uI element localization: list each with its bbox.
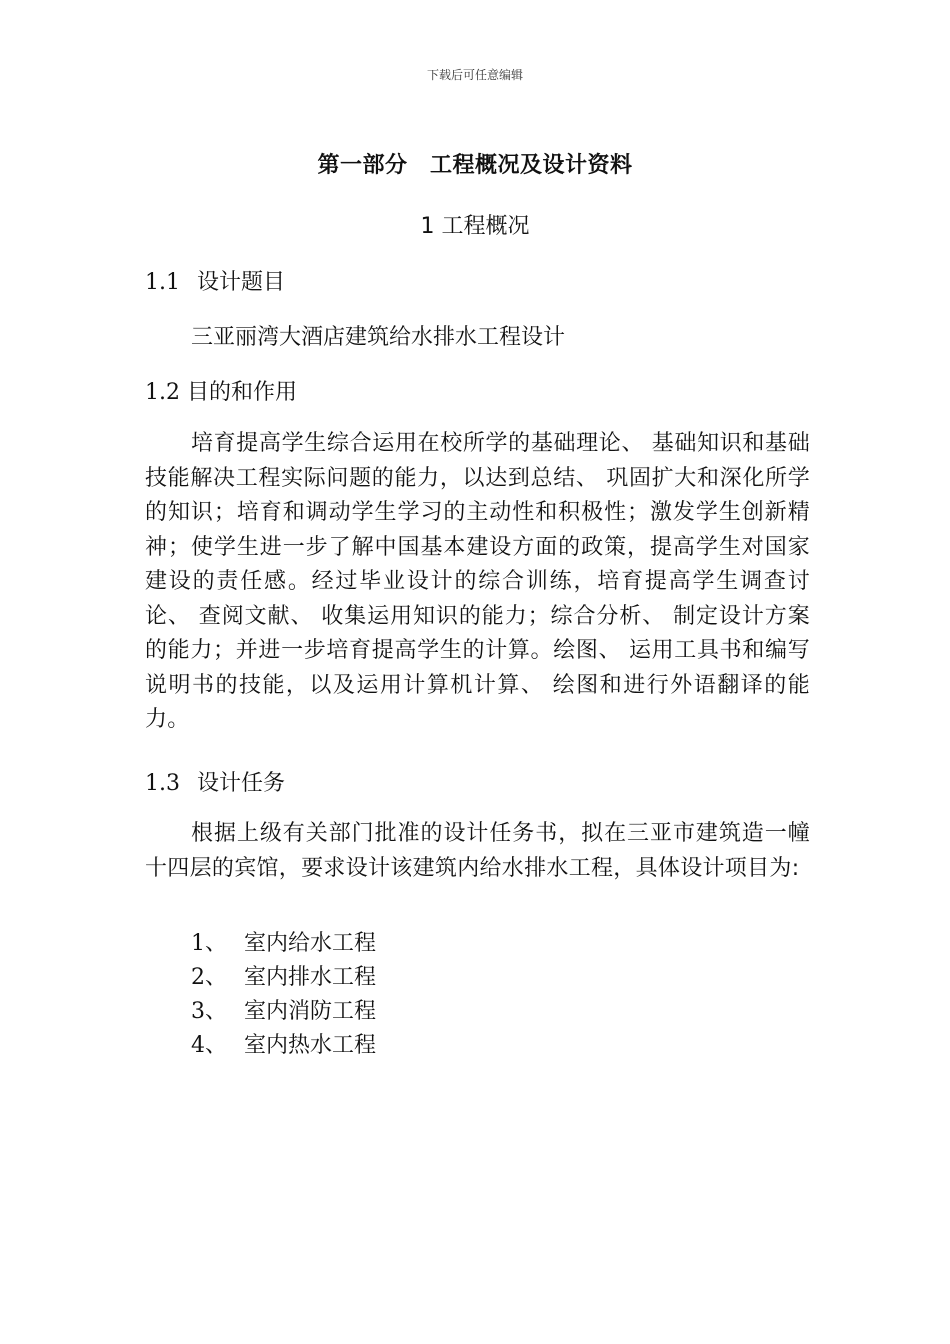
section-title: 设计题目 <box>197 270 286 295</box>
task-item <box>191 1028 376 1059</box>
section-number: 1.2 <box>145 380 180 405</box>
purpose-paragraph: 培育提高学生综合运用在校所学的基础理论、 基础知识和基础技能解决工程实际问题的能力，以达到总结、 巩固扩大和深化所学的知识；培育和调动学生学习的主动性和积极性；激发学生创新精神；使学生进一步了解中国基本建设方面的政策，提高学生对国家建设的责任感。经过毕业设计的综合训练，培育提高学生调查讨论、 查阅文献、 收集运用知识的能力；综合分析、 制定设计方案的能力；并进一步培育提高学生的计算。绘图、 运用工具书和编写说明书的技能，以及运用计算机计算、 绘图和进行外语翻译的能力。 <box>145 431 811 732</box>
task-item-label: 室内消防工程 <box>244 999 377 1024</box>
chapter-title: 1 工程概况 <box>420 214 530 239</box>
section-heading-1-3 <box>145 766 285 797</box>
task-item <box>191 960 376 991</box>
section-heading-1-1 <box>145 265 285 296</box>
task-paragraph: 根据上级有关部门批准的设计任务书，拟在三亚市建筑造一幢十四层的宾馆，要求设计该建筑内给水排水工程，具体设计项目为: <box>145 821 810 881</box>
section-number: 1.3 <box>145 771 180 796</box>
task-item <box>191 926 376 957</box>
task-item-number: 4、 <box>191 1033 227 1058</box>
task-item-label: 室内热水工程 <box>244 1033 377 1058</box>
section-title: 目的和作用 <box>187 380 298 405</box>
task-item-number: 2、 <box>191 965 227 990</box>
task-item-number: 3、 <box>191 999 227 1024</box>
section-number: 1.1 <box>145 270 180 295</box>
section-heading-1-2 <box>145 375 297 406</box>
section-title: 设计任务 <box>197 771 286 796</box>
design-topic: 三亚丽湾大酒店建筑给水排水工程设计 <box>191 325 566 350</box>
part-title: 第一部分 工程概况及设计资料 <box>317 153 633 178</box>
task-item-label: 室内排水工程 <box>244 965 377 990</box>
header-note: 下载后可任意编辑 <box>426 68 523 82</box>
task-item <box>191 994 376 1025</box>
task-item-number: 1、 <box>191 931 227 956</box>
task-item-label: 室内给水工程 <box>244 931 377 956</box>
